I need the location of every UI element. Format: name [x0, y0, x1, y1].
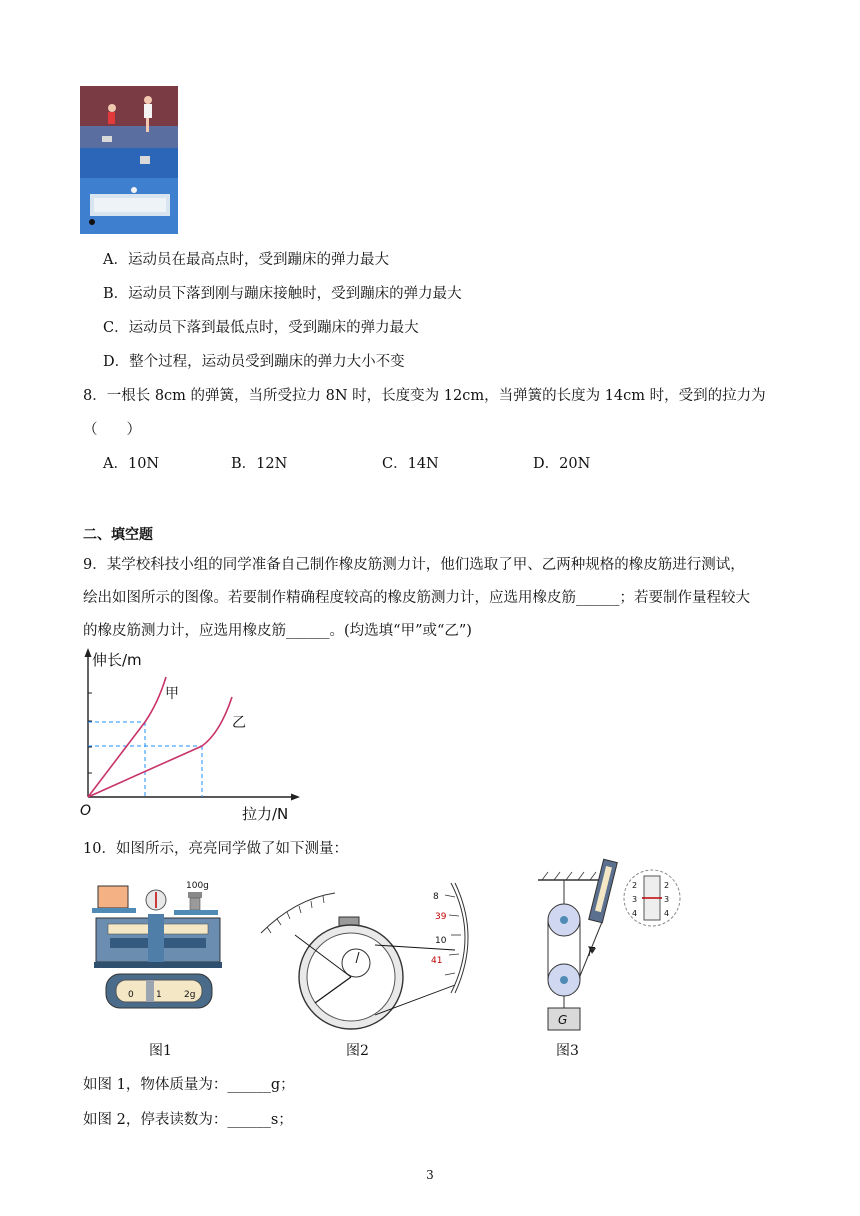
q9-line-3: 的橡皮筋测力计，应选用橡皮筋______。(均选填“甲”或“乙”): [83, 623, 472, 639]
inset-left-2: 2: [632, 881, 638, 890]
q10-fig2-answer: 如图 2，停表读数为：______s；: [83, 1112, 293, 1128]
stopwatch-figure: [255, 875, 480, 1035]
series-yi-line: [88, 697, 232, 797]
series-jia-label: 甲: [165, 686, 179, 702]
guide-lines: [88, 722, 202, 797]
q10-stem: 10．如图所示，亮亮同学做了如下测量：: [83, 841, 348, 857]
fig2-caption: 图2: [346, 1043, 369, 1059]
q7-option-b: B．运动员下落到刚与蹦床接触时，受到蹦床的弹力最大: [103, 286, 462, 302]
inset-right-3: 3: [664, 895, 670, 904]
dial-mark-39: 39: [435, 912, 447, 922]
q8-option-b: B．12N: [231, 456, 288, 472]
scale-two: 2g: [184, 990, 196, 1000]
dial-mark-41: 41: [431, 956, 443, 966]
q10-fig1-answer: 如图 1，物体质量为：______g；: [83, 1077, 295, 1093]
y-axis-label: 伸长/m: [92, 651, 142, 669]
q8-option-c: C．14N: [382, 456, 439, 472]
stretch-force-chart: [74, 645, 314, 825]
dial-mark-8: 8: [433, 892, 439, 902]
q7-option-a: A．运动员在最高点时，受到蹦床的弹力最大: [103, 252, 389, 268]
inset-right-2: 2: [664, 881, 670, 890]
q8-option-d: D．20N: [533, 456, 591, 472]
series-yi-label: 乙: [232, 715, 246, 731]
x-axis-label: 拉力/N: [242, 805, 289, 823]
dial-mark-10: 10: [435, 936, 447, 946]
balance-figure: [88, 880, 238, 1018]
q7-option-d: D．整个过程，运动员受到蹦床的弹力大小不变: [103, 354, 405, 370]
q8-paren: （ ）: [83, 422, 141, 438]
pulley-figure: [530, 858, 690, 1034]
weight-label: 100g: [186, 881, 209, 891]
fig3-caption: 图3: [556, 1043, 579, 1059]
y-axis-arrow: [85, 648, 92, 657]
weight-g-label: G: [558, 1013, 568, 1027]
fig1-caption: 图1: [149, 1043, 172, 1059]
q9-line-1: 9．某学校科技小组的同学准备自己制作橡皮筋测力计，他们选取了甲、乙两种规格的橡皮筋进行测试，: [83, 557, 745, 573]
trampoline-photo: [80, 86, 178, 234]
scale-zero: 0: [128, 990, 134, 1000]
section-title: 二、填空题: [83, 527, 153, 543]
q9-line-2: 绘出如图所示的图像。若要制作精确程度较高的橡皮筋测力计，应选用橡皮筋______；若要制作量程较大: [83, 590, 750, 606]
scale-one: 1: [156, 990, 162, 1000]
inset-left-3: 3: [632, 895, 638, 904]
inset-left-4: 4: [632, 909, 638, 918]
q8-stem: 8．一根长 8cm 的弹簧，当所受拉力 8N 时，长度变为 12cm，当弹簧的长度为 14cm 时，受到的拉力为: [83, 388, 766, 404]
q8-option-a: A．10N: [103, 456, 160, 472]
x-axis-arrow: [291, 794, 300, 801]
page-number: 3: [426, 1168, 434, 1182]
force-f-label: F: [588, 945, 595, 959]
q7-option-c: C．运动员下落到最低点时，受到蹦床的弹力最大: [103, 320, 419, 336]
origin-label: O: [80, 803, 92, 819]
inset-right-4: 4: [664, 909, 670, 918]
